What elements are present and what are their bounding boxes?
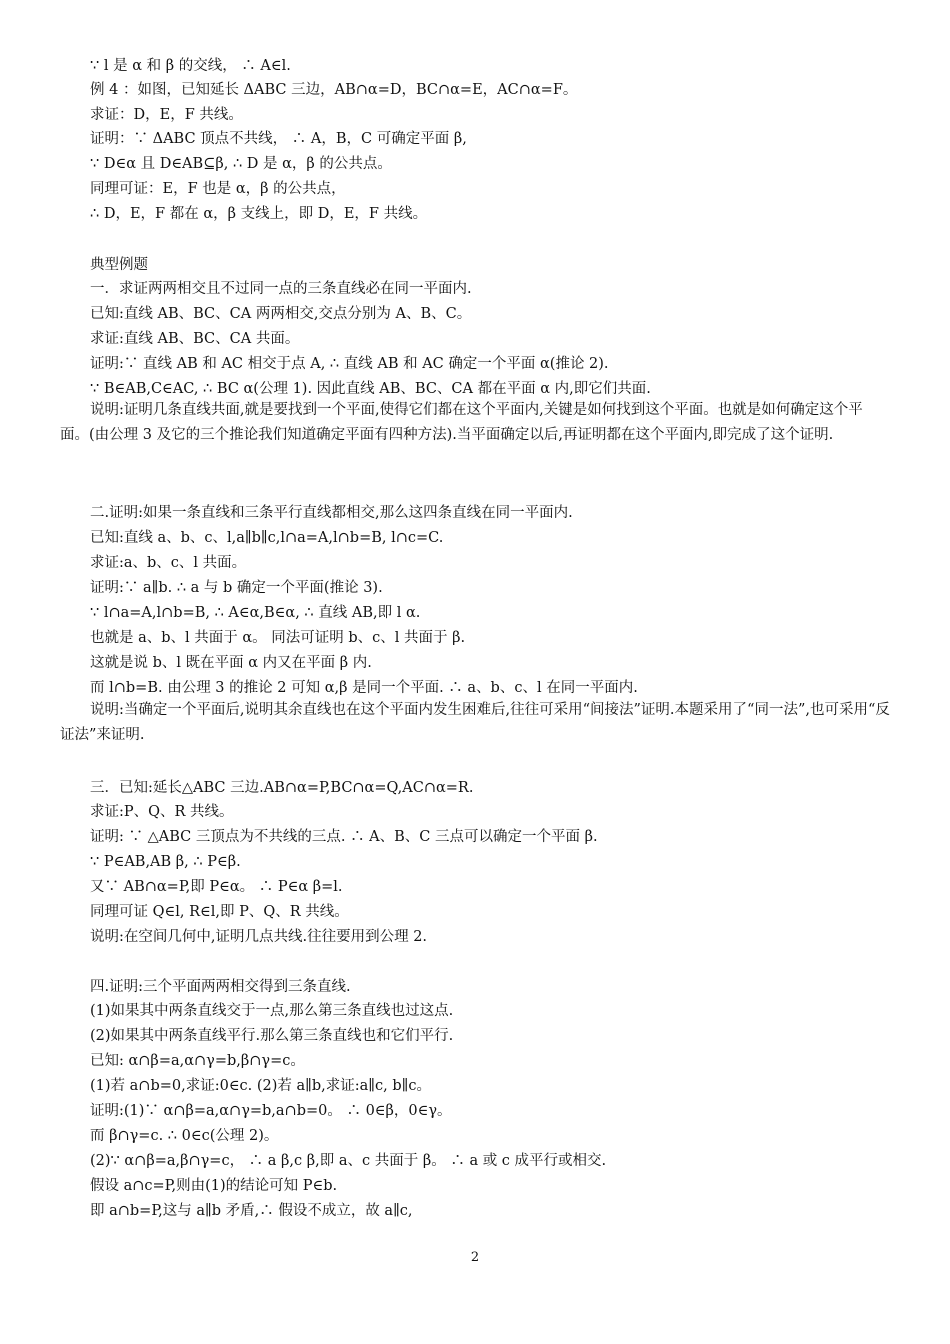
text-line-16: 已知:直线 a、b、c、l,a∥b∥c,l∩a=A,l∩b=B, l∩c=C. [90,530,444,546]
explanation-paragraph-2: 说明:当确定一个平面后,说明其余直线也在这个平面内发生困难后,往往可采用“间接法”证明.本题采用了“同一法”,也可采用“反证法”来证明. [60,702,890,743]
text-line-29: 同理可证 Q∈l, R∈l,即 P、Q、R 共线。 [90,904,349,920]
text-line-37: 而 β∩γ=c. ∴ 0∈c(公理 2)。 [90,1128,279,1144]
text-line-30: 说明:在空间几何中,证明几点共线.往往要用到公理 2. [90,929,428,945]
explanation-paragraph-1: 说明:证明几条直线共面,就是要找到一个平面,使得它们都在这个平面内,关键是如何找到这个平面。也就是如何确定这个平面。(由公理 3 及它的三个推论我们知道确定平面有四种方法).当平面确定以后,再证明都在这个平面内,即完成了这个证明. [60,402,863,443]
text-line-13: ∵ B∈AB,C∈AC, ∴ BC α(公理 1). 因此直线 AB、BC、CA 都在平面 α 内,即它们共面. [90,381,651,397]
text-line-15: 二.证明:如果一条直线和三条平行直线都相交,那么这四条直线在同一平面内. [90,505,573,521]
text-line-22: 而 l∩b=B. 由公理 3 的推论 2 可知 α,β 是同一个平面. ∴ a、b、c、l 在同一平面内. [90,680,638,696]
text-line-40: 即 a∩b=P,这与 a∥b 矛盾,∴ 假设不成立，故 a∥c, [90,1203,413,1219]
text-line-19: ∵ l∩a=A,l∩b=B, ∴ A∈α,B∈α, ∴ 直线 AB,即 l α. [90,605,421,621]
page-number: 2 [470,1250,480,1265]
text-line-10: 已知:直线 AB、BC、CA 两两相交,交点分别为 A、B、C。 [90,306,472,322]
text-line-32: (1)如果其中两条直线交于一点,那么第三条直线也过这点. [90,1003,454,1019]
text-line-25: 求证:P、Q、R 共线。 [90,804,234,820]
text-line-39: 假设 a∩c=P,则由(1)的结论可知 P∈b. [90,1178,338,1194]
text-line-28: 又∵ AB∩α=P,即 P∈α。 ∴ P∈α β=l. [90,879,343,895]
text-line-24: 三．已知:延长△ABC 三边.AB∩α=P,BC∩α=Q,AC∩α=R. [90,780,474,796]
text-line-5: ∵ D∈α 且 D∈AB⊆β, ∴ D 是 α，β 的公共点。 [90,156,392,172]
text-line-27: ∵ P∈AB,AB β, ∴ P∈β. [90,854,241,870]
text-line-26: 证明: ∵ △ABC 三顶点为不共线的三点. ∴ A、B、C 三点可以确定一个平面 β. [90,829,598,845]
text-line-2: 例 4 ：如图，已知延长 ΔABC 三边，AB∩α=D，BC∩α=E，AC∩α=F。 [90,82,578,98]
text-line-9: 一．求证两两相交且不过同一点的三条直线必在同一平面内. [90,281,472,297]
text-line-35: (1)若 a∩b=0,求证:0∈c. (2)若 a∥b,求证:a∥c, b∥c。 [90,1078,431,1094]
text-line-20: 也就是 a、b、l 共面于 α。 同法可证明 b、c、l 共面于 β. [90,630,466,646]
text-line-4: 证明：∵ ΔABC 顶点不共线， ∴ A，B，C 可确定平面 β, [90,131,467,147]
text-line-18: 证明:∵ a∥b. ∴ a 与 b 确定一个平面(推论 3). [90,580,383,596]
text-line-7: ∴ D，E，F 都在 α，β 支线上，即 D，E，F 共线。 [90,206,428,222]
text-line-3: 求证：D，E，F 共线。 [90,107,243,123]
text-line-21: 这就是说 b、l 既在平面 α 内又在平面 β 内. [90,655,372,671]
text-line-36: 证明:(1)∵ α∩β=a,α∩γ=b,a∩b=0。 ∴ 0∈β，0∈γ。 [90,1103,452,1119]
text-line-34: 已知: α∩β=a,α∩γ=b,β∩γ=c。 [90,1053,305,1069]
text-line-33: (2)如果其中两条直线平行.那么第三条直线也和它们平行. [90,1028,454,1044]
text-line-17: 求证:a、b、c、l 共面。 [90,555,247,571]
text-line-11: 求证:直线 AB、BC、CA 共面。 [90,331,300,347]
text-line-6: 同理可证：E，F 也是 α，β 的公共点， [90,181,346,197]
text-line-12: 证明:∵ 直线 AB 和 AC 相交于点 A, ∴ 直线 AB 和 AC 确定一个平面 α(推论 2). [90,356,609,372]
section-heading: 典型例题 [90,257,148,273]
text-line-31: 四.证明:三个平面两两相交得到三条直线. [90,979,351,995]
text-line-1: ∵ l 是 α 和 β 的交线， ∴ A∈l. [90,58,291,74]
text-line-38: (2)∵ α∩β=a,β∩γ=c， ∴ a β,c β,即 a、c 共面于 β。 ∴ a 或 c 成平行或相交. [90,1153,607,1169]
